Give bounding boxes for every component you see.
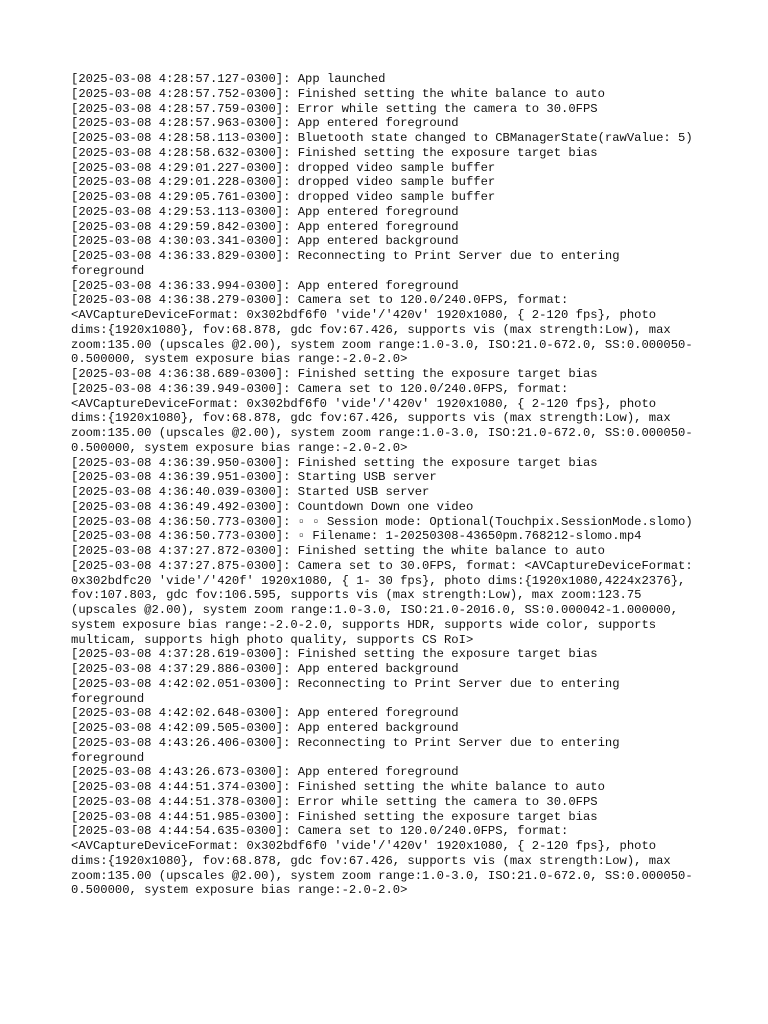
log-entry: [2025-03-08 4:36:39.950-0300]: Finished setting the exposure target bias (71, 455, 598, 470)
log-entry: [2025-03-08 4:44:54.635-0300]: Camera set to 120.0/240.0FPS, format: <AVCaptureDeviceFormat: 0x302bdf6f0 'vide'/'420v' 1920x1080, { 2-120 fps}, photo dims:{1920x1080}, fov:68.878, gdc fov:67.426, supports vis (max strength:Low), max zoom:135.00 (upscales @2.00), system zoom range:1.0-3.0, ISO:21.0-672.0, SS:0.000050-0.500000, system exposure bias range:-2.0-2.0> (71, 824, 693, 898)
log-entry: [2025-03-08 4:29:53.113-0300]: App entered foreground (71, 204, 459, 219)
log-entry: [2025-03-08 4:28:57.759-0300]: Error while setting the camera to 30.0FPS (71, 101, 598, 116)
log-entry: [2025-03-08 4:28:57.127-0300]: App launched (71, 72, 386, 86)
log-entry: [2025-03-08 4:29:01.227-0300]: dropped video sample buffer (71, 160, 496, 175)
log-entry: [2025-03-08 4:28:58.632-0300]: Finished setting the exposure target bias (71, 145, 598, 160)
log-entry: [2025-03-08 4:37:27.875-0300]: Camera set to 30.0FPS, format: <AVCaptureDeviceFormat: 0x302bdfc20 'vide'/'420f' 1920x1080, { 1- 30 fps}, photo dims:{1920x1080,4224x2376}, fov:107.803, gdc fov:106.595, supports vis (max strength:Low), max zoom:123.75 (upscales @2.00), system zoom range:1.0-3.0, ISO:21.0-2016.0, SS:0.000042-1.000000, system exposure bias range:-2.0-2.0, supports HDR, supports wide color, supports multicam, supports high photo quality, supports CS RoI> (71, 558, 700, 647)
log-entry: [2025-03-08 4:43:26.406-0300]: Reconnecting to Print Server due to entering foreground (71, 735, 627, 765)
log-entry: [2025-03-08 4:37:28.619-0300]: Finished setting the exposure target bias (71, 647, 598, 662)
log-entry: [2025-03-08 4:42:02.648-0300]: App entered foreground (71, 706, 459, 721)
log-entry: [2025-03-08 4:42:09.505-0300]: App entered background (71, 721, 459, 735)
log-entry: [2025-03-08 4:44:51.378-0300]: Error while setting the camera to 30.0FPS (71, 794, 598, 809)
log-entry: [2025-03-08 4:43:26.673-0300]: App entered foreground (71, 765, 459, 780)
log-entry: [2025-03-08 4:30:03.341-0300]: App entered background (71, 234, 459, 249)
log-entry: [2025-03-08 4:28:57.963-0300]: App entered foreground (71, 116, 459, 131)
log-entry: [2025-03-08 4:36:49.492-0300]: Countdown Down one video (71, 499, 474, 514)
log-entry: [2025-03-08 4:29:01.228-0300]: dropped video sample buffer (71, 175, 496, 190)
log-entry: [2025-03-08 4:37:29.886-0300]: App entered background (71, 662, 459, 676)
log-entry: [2025-03-08 4:36:38.279-0300]: Camera set to 120.0/240.0FPS, format: <AVCaptureDeviceFormat: 0x302bdf6f0 'vide'/'420v' 1920x1080, { 2-120 fps}, photo dims:{1920x1080}, fov:68.878, gdc fov:67.426, supports vis (max strength:Low), max zoom:135.00 (upscales @2.00), system zoom range:1.0-3.0, ISO:21.0-672.0, SS:0.000050-0.500000, system exposure bias range:-2.0-2.0> (71, 293, 693, 367)
log-entry: [2025-03-08 4:28:57.752-0300]: Finished setting the white balance to auto (71, 86, 605, 101)
log-entry: [2025-03-08 4:29:59.842-0300]: App entered foreground (71, 219, 459, 234)
log-entry: [2025-03-08 4:28:58.113-0300]: Bluetooth state changed to CBManagerState(rawValue: 5) (71, 131, 693, 145)
log-entry: [2025-03-08 4:36:39.949-0300]: Camera set to 120.0/240.0FPS, format: <AVCaptureDeviceFormat: 0x302bdf6f0 'vide'/'420v' 1920x1080, { 2-120 fps}, photo dims:{1920x1080}, fov:68.878, gdc fov:67.426, supports vis (max strength:Low), max zoom:135.00 (upscales @2.00), system zoom range:1.0-3.0, ISO:21.0-672.0, SS:0.000050-0.500000, system exposure bias range:-2.0-2.0> (71, 381, 693, 455)
log-text (71, 72, 700, 898)
log-entry: [2025-03-08 4:36:50.773-0300]: ▫ Filename: 1-20250308-43650pm.768212-slomo.mp4 (71, 529, 642, 544)
log-entry: [2025-03-08 4:37:27.872-0300]: Finished setting the white balance to auto (71, 544, 605, 558)
log-entry: [2025-03-08 4:36:50.773-0300]: ▫ ▫ Session mode: Optional(Touchpix.SessionMode.slomo) (71, 514, 693, 529)
log-entry: [2025-03-08 4:36:40.039-0300]: Started USB server (71, 485, 430, 499)
log-entry: [2025-03-08 4:29:05.761-0300]: dropped video sample buffer (71, 190, 496, 204)
log-entry: [2025-03-08 4:36:38.689-0300]: Finished setting the exposure target bias (71, 367, 598, 381)
log-entry: [2025-03-08 4:36:33.829-0300]: Reconnecting to Print Server due to entering foreground (71, 249, 627, 278)
log-entry: [2025-03-08 4:44:51.985-0300]: Finished setting the exposure target bias (71, 809, 598, 824)
log-entry: [2025-03-08 4:36:39.951-0300]: Starting USB server (71, 470, 437, 485)
log-entry: [2025-03-08 4:44:51.374-0300]: Finished setting the white balance to auto (71, 780, 605, 794)
log-entry: [2025-03-08 4:36:33.994-0300]: App entered foreground (71, 278, 459, 293)
log-entry: [2025-03-08 4:42:02.051-0300]: Reconnecting to Print Server due to entering foreground (71, 676, 627, 706)
